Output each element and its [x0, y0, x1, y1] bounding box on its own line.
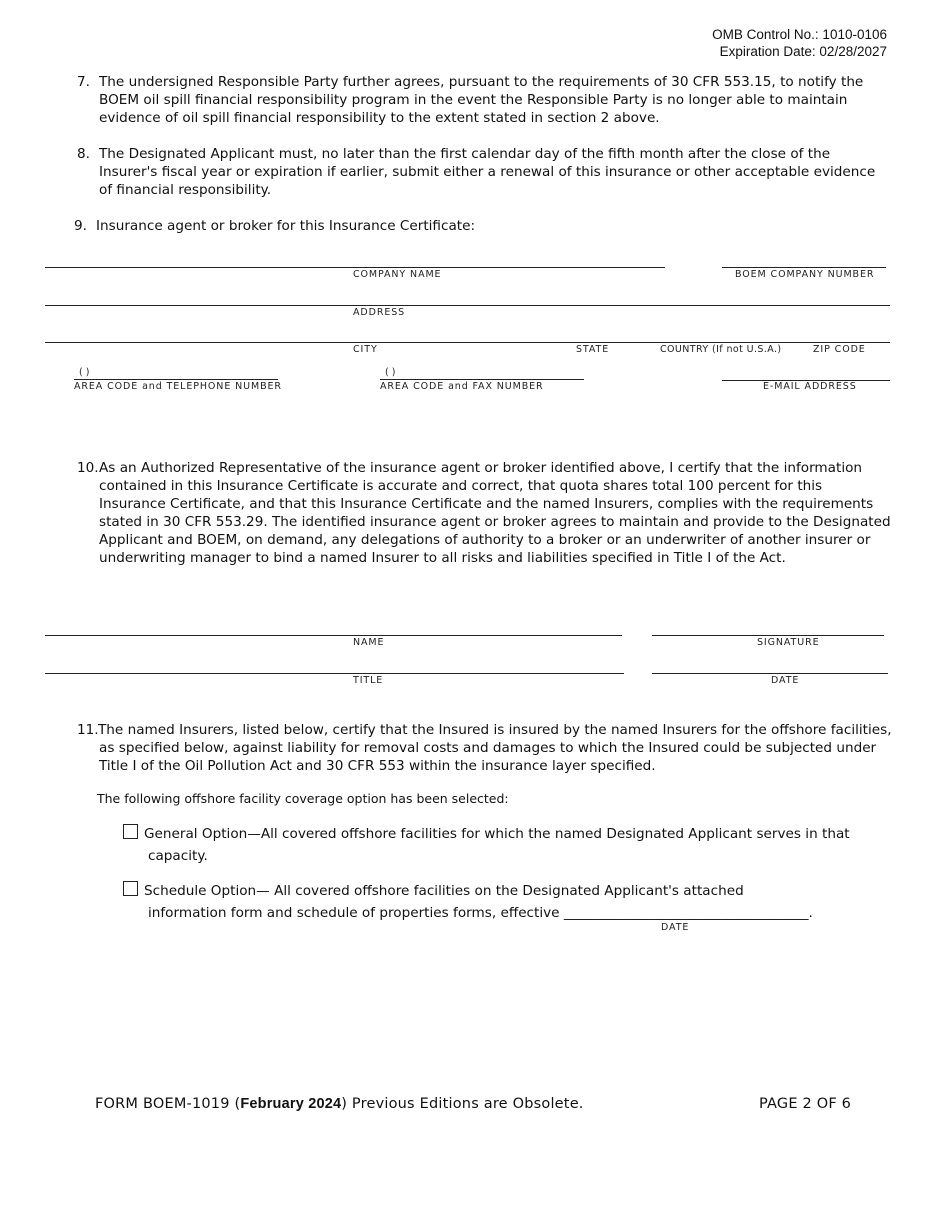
state-label: STATE — [576, 344, 610, 355]
coverage-intro: The following offshore facility coverage option has been selected: — [97, 791, 509, 806]
omb-control-number: OMB Control No.: 1010-0106 — [712, 27, 887, 42]
item-11-number: 11. — [77, 722, 99, 738]
item-10-text: As an Authorized Representative of the insurance agent or broker identified above, I certify that the information contained in this Insurance Certificate is accurate and correct, that quota shares total 100 percent for this Insurance Certificate, and that this Insurance Certificate and the named Insurers, complies with the requirements stated in 30 CFR 553.29. The identified insurance agent or broker agrees to maintain and provide to the Designated Applicant and BOEM, on demand, any delegations of authority to a broker or an underwriter of another insurer or underwriting manager to bind a named Insurer to all risks and liabilities specified in Title I of the Act. — [99, 460, 891, 566]
boem-company-number-label: BOEM COMPANY NUMBER — [735, 269, 875, 280]
address-line[interactable] — [45, 305, 890, 306]
general-option-continuation: capacity. — [148, 848, 208, 864]
phone-label: AREA CODE and TELEPHONE NUMBER — [74, 381, 282, 392]
company-name-line[interactable] — [45, 267, 665, 268]
company-name-label: COMPANY NAME — [353, 269, 442, 280]
fax-area-code-parens: ( ) — [385, 367, 396, 378]
item-10-number: 10. — [77, 460, 99, 476]
item-8-text: The Designated Applicant must, no later than the first calendar day of the fifth month after the close of the Insurer's fiscal year or expiration if earlier, submit either a renewal of this insurance or other acceptable evidence of financial responsibility. — [99, 146, 876, 198]
item-7-number: 7. — [77, 74, 90, 90]
item-9-text: Insurance agent or broker for this Insurance Certificate: — [96, 218, 476, 234]
item-8 — [77, 145, 892, 199]
country-label: COUNTRY (If not U.S.A.) — [660, 344, 782, 355]
page-number: PAGE 2 OF 6 — [759, 1096, 852, 1112]
city-label: CITY — [353, 344, 378, 355]
general-option-checkbox[interactable] — [123, 824, 138, 839]
fax-label: AREA CODE and FAX NUMBER — [380, 381, 544, 392]
name-label: NAME — [353, 637, 385, 648]
item-10 — [77, 459, 892, 567]
email-label: E-MAIL ADDRESS — [763, 381, 857, 392]
date-label: DATE — [771, 675, 800, 686]
expiration-date: Expiration Date: 02/28/2027 — [719, 44, 887, 59]
effective-date-label: DATE — [661, 922, 690, 933]
item-11 — [77, 721, 897, 775]
phone-line[interactable] — [74, 379, 278, 380]
title-line[interactable] — [45, 673, 624, 674]
form-number: FORM BOEM-1019 ( — [95, 1096, 241, 1112]
omb-header — [712, 26, 887, 60]
name-line[interactable] — [45, 635, 622, 636]
form-obsolete-note: ) Previous Editions are Obsolete. — [341, 1096, 584, 1112]
signature-line[interactable] — [652, 635, 884, 636]
form-footer — [95, 1096, 584, 1112]
general-option-text: General Option—All covered offshore facilities for which the named Designated Applicant serves in that — [144, 826, 850, 842]
general-option — [123, 824, 893, 843]
schedule-option-checkbox[interactable] — [123, 881, 138, 896]
item-9 — [74, 217, 889, 235]
item-7-text: The undersigned Responsible Party further agrees, pursuant to the requirements of 30 CFR 553.15, to notify the BOEM oil spill financial responsibility program in the event the Responsible Party is no longer able to maintain evidence of oil spill financial responsibility to the extent stated in section 2 above. — [99, 74, 864, 126]
item-7 — [77, 73, 892, 127]
title-label: TITLE — [353, 675, 384, 686]
item-8-number: 8. — [77, 146, 90, 162]
city-state-zip-line[interactable] — [45, 342, 890, 343]
fax-line[interactable] — [380, 379, 584, 380]
phone-area-code-parens: ( ) — [79, 367, 90, 378]
boem-company-number-line[interactable] — [722, 267, 886, 268]
date-line[interactable] — [652, 673, 888, 674]
item-9-number: 9. — [74, 218, 87, 234]
schedule-option-text: Schedule Option— All covered offshore facilities on the Designated Applicant's attached — [144, 883, 744, 899]
schedule-option — [123, 881, 893, 900]
zip-code-label: ZIP CODE — [813, 344, 866, 355]
item-11-text: The named Insurers, listed below, certify that the Insured is insured by the named Insurers for the offshore facilities, as specified below, against liability for removal costs and damages to which the Insured could be subjected under Title I of the Oil Pollution Act and 30 CFR 553 within the insurance layer specified. — [98, 722, 892, 774]
signature-label: SIGNATURE — [757, 637, 820, 648]
address-label: ADDRESS — [353, 307, 406, 318]
schedule-option-effective: information form and schedule of properties forms, effective ____________________________________. — [148, 905, 813, 921]
form-edition-date: February 2024 — [240, 1096, 342, 1112]
